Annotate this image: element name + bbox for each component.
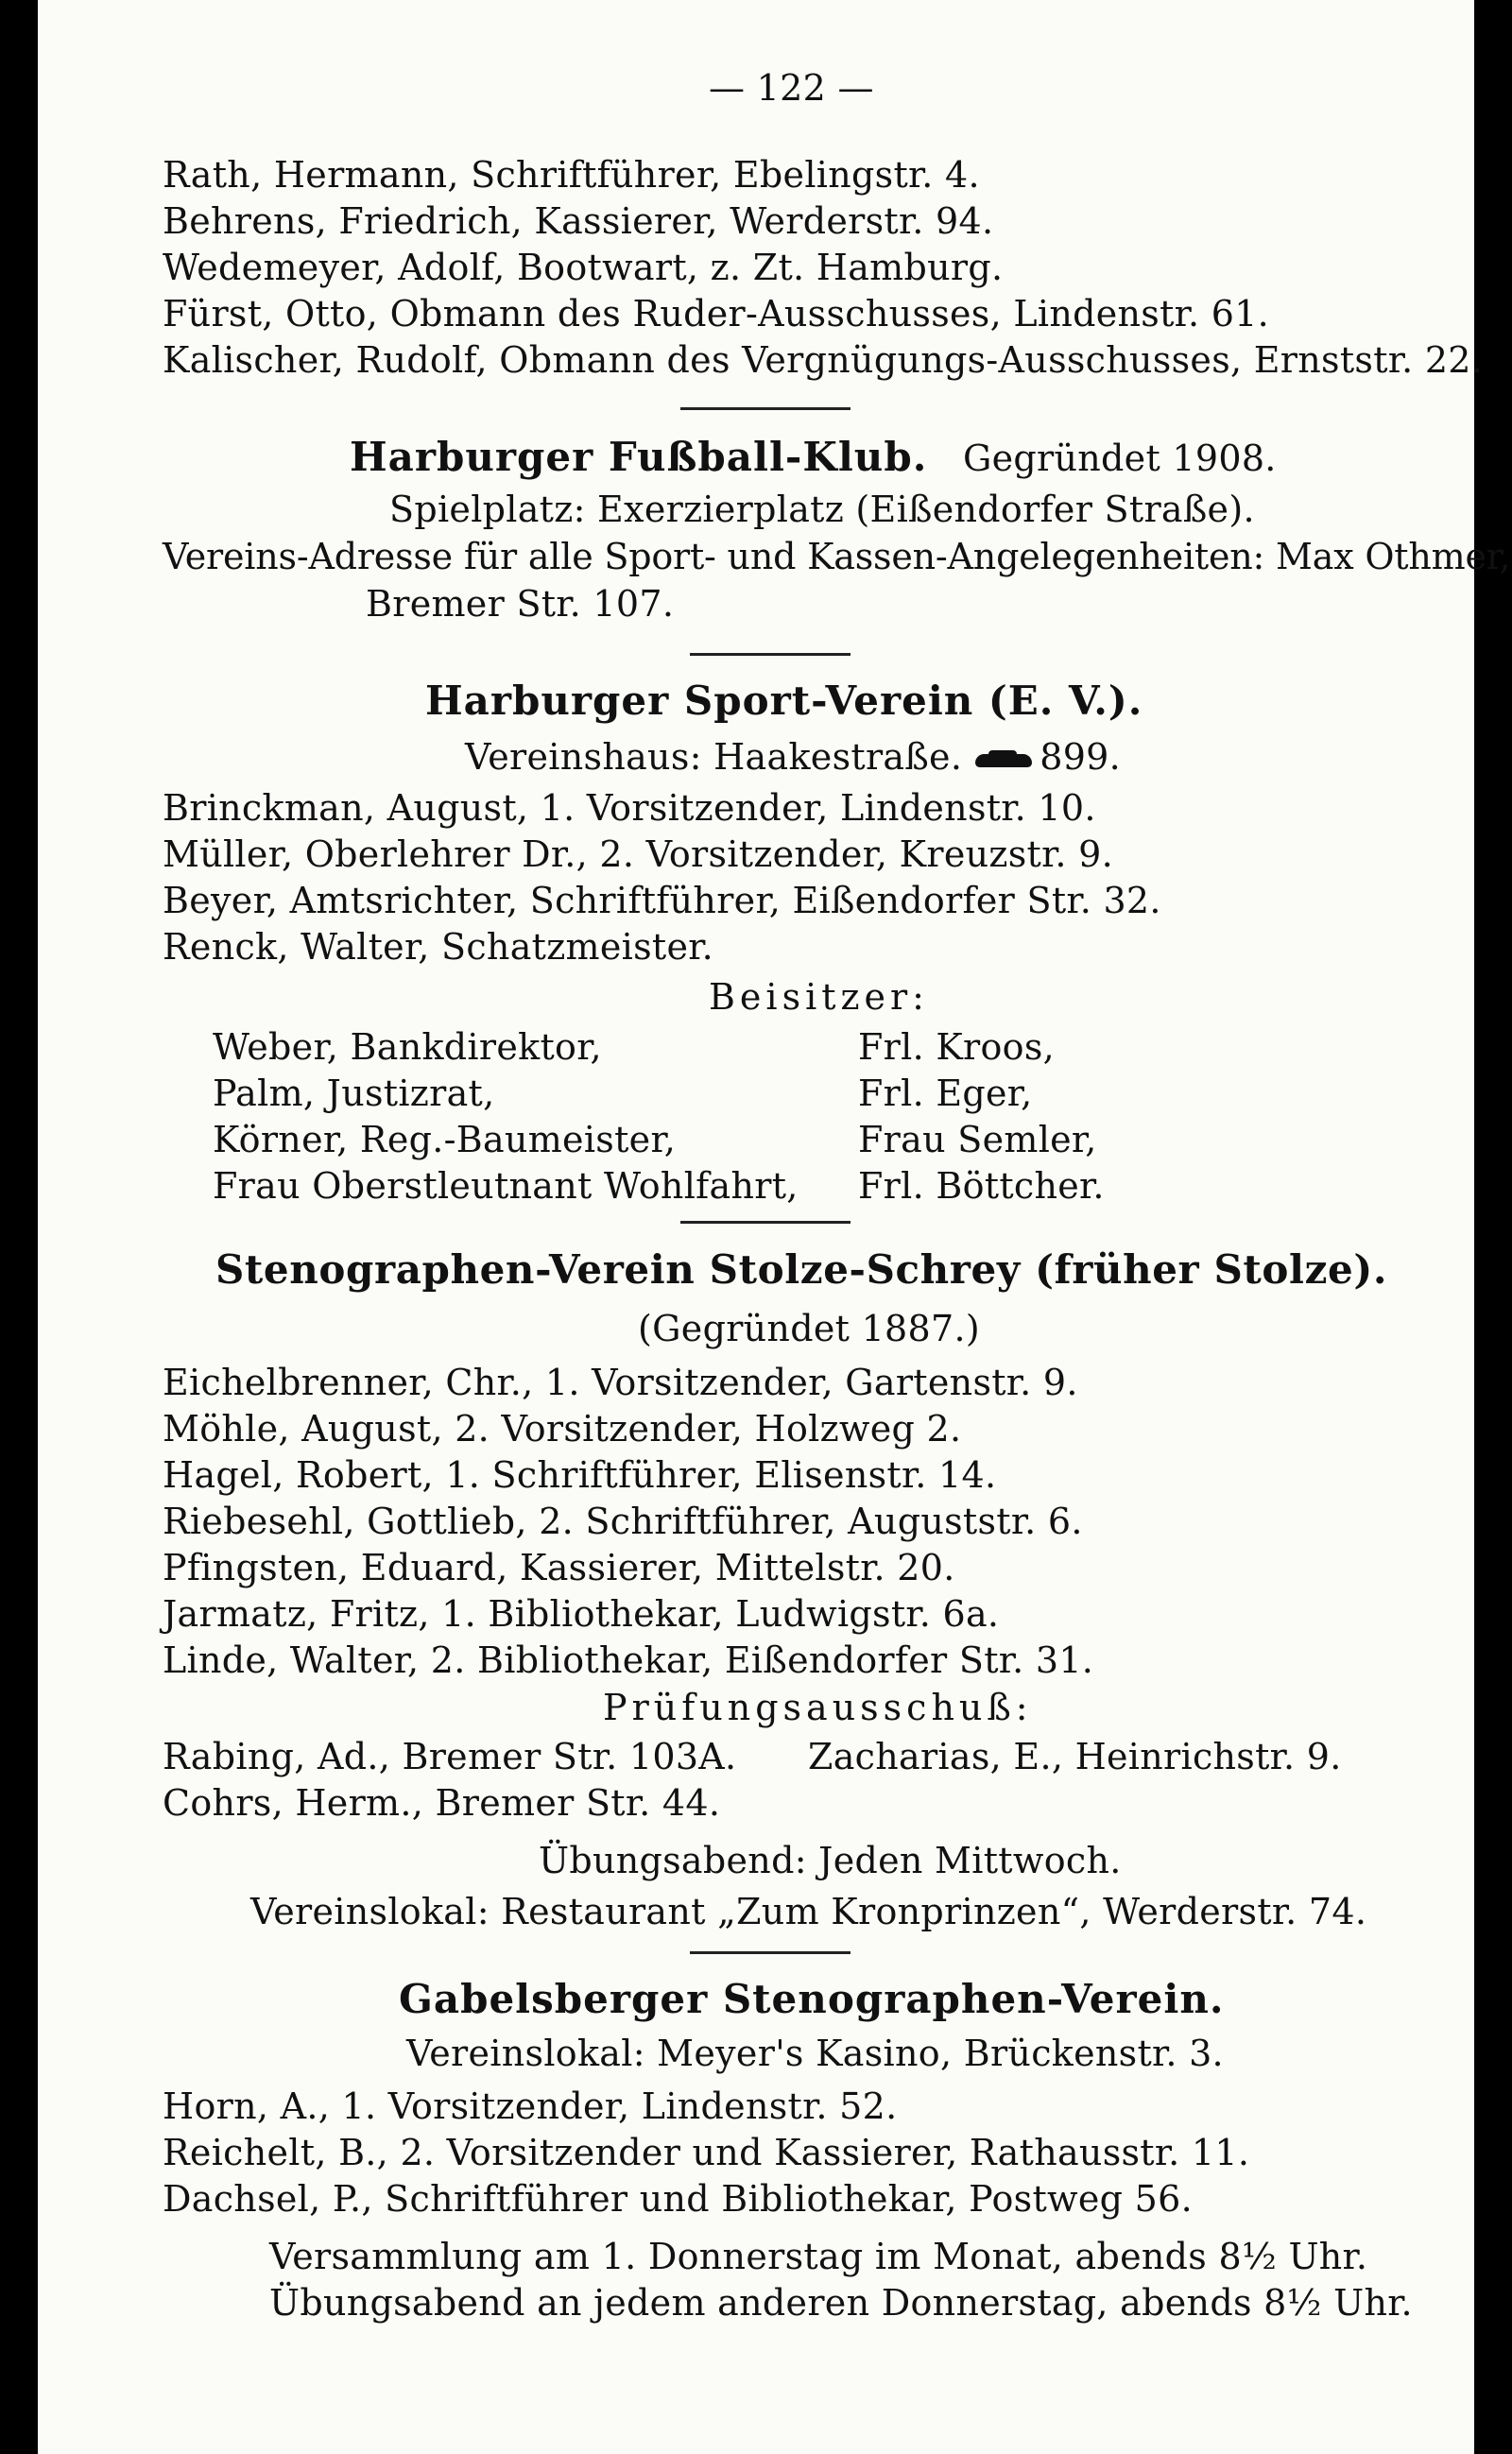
text-line: Bremer Str. 107. bbox=[366, 583, 675, 625]
club-house-line bbox=[465, 735, 1121, 779]
text-line: Möhle, August, 2. Vorsitzender, Holzweg 2. bbox=[163, 1408, 962, 1450]
page-number: — 122 — bbox=[709, 67, 874, 109]
text-line: Fürst, Otto, Obmann des Ruder-Ausschusses, Lindenstr. 61. bbox=[163, 293, 1270, 335]
text-line: Vereins-Adresse für alle Sport- und Kassen-Angelegenheiten: Max Othmer, bbox=[163, 536, 1511, 577]
text-line: Hagel, Robert, 1. Schriftführer, Elisenstr. 14. bbox=[163, 1454, 997, 1496]
text-line: Rath, Hermann, Schriftführer, Ebelingstr. 4. bbox=[163, 154, 980, 196]
text-line: Müller, Oberlehrer Dr., 2. Vorsitzender, Kreuzstr. 9. bbox=[163, 833, 1113, 875]
text-line: Beyer, Amtsrichter, Schriftführer, Eißendorfer Str. 32. bbox=[163, 880, 1161, 921]
subheading: Beisitzer: bbox=[709, 976, 929, 1018]
assessor-left: Palm, Justizrat, bbox=[213, 1073, 495, 1114]
text-line: Horn, A., 1. Vorsitzender, Lindenstr. 52. bbox=[163, 2085, 898, 2127]
telephone-icon bbox=[975, 750, 1032, 771]
phone-number: 899. bbox=[1040, 736, 1122, 778]
founded-text: (Gegründet 1887.) bbox=[638, 1308, 980, 1349]
text-line: Reichelt, B., 2. Vorsitzender und Kassierer, Rathausstr. 11. bbox=[163, 2132, 1250, 2173]
assessor-left: Körner, Reg.-Baumeister, bbox=[213, 1119, 677, 1160]
club-title: Harburger Sport-Verein (E. V.). bbox=[425, 678, 1143, 724]
assessor-right: Frl. Eger, bbox=[858, 1073, 1033, 1114]
text-line: Jarmatz, Fritz, 1. Bibliothekar, Ludwigstr. 6a. bbox=[163, 1593, 1000, 1635]
text-line: Brinckman, August, 1. Vorsitzender, Lindenstr. 10. bbox=[163, 787, 1096, 829]
assessor-left: Weber, Bankdirektor, bbox=[213, 1026, 602, 1068]
founded-text: Gegründet 1908. bbox=[962, 438, 1277, 479]
practice-text: Übungsabend: Jeden Mittwoch. bbox=[539, 1840, 1122, 1881]
meeting-text: Versammlung am 1. Donnerstag im Monat, abends 8½ Uhr. bbox=[269, 2236, 1368, 2277]
text-line: Zacharias, E., Heinrichstr. 9. bbox=[808, 1736, 1342, 1777]
text-line: Pfingsten, Eduard, Kassierer, Mittelstr. 20. bbox=[163, 1547, 955, 1588]
text-line: Riebesehl, Gottlieb, 2. Schriftführer, Auguststr. 6. bbox=[163, 1501, 1083, 1542]
club-house-text: Vereinshaus: Haakestraße. bbox=[465, 736, 963, 778]
section-divider bbox=[690, 1951, 850, 1954]
text-line: Dachsel, P., Schriftführer und Bibliothekar, Postweg 56. bbox=[163, 2178, 1193, 2220]
club-title: Stenographen-Verein Stolze-Schrey (früher Stolze). bbox=[215, 1246, 1388, 1293]
text-line: Cohrs, Herm., Bremer Str. 44. bbox=[163, 1782, 721, 1824]
assessor-right: Frl. Böttcher. bbox=[858, 1165, 1105, 1207]
text-line: Rabing, Ad., Bremer Str. 103A. bbox=[163, 1736, 737, 1777]
venue-text: Vereinslokal: Restaurant „Zum Kronprinzen“, Werderstr. 74. bbox=[250, 1891, 1367, 1932]
assessor-right: Frau Semler, bbox=[858, 1119, 1097, 1160]
text-line: Spielplatz: Exerzierplatz (Eißendorfer Straße). bbox=[389, 489, 1255, 530]
text-line: Linde, Walter, 2. Bibliothekar, Eißendorfer Str. 31. bbox=[163, 1639, 1094, 1681]
text-line: Behrens, Friedrich, Kassierer, Werderstr. 94. bbox=[163, 200, 994, 242]
section-divider bbox=[690, 653, 850, 656]
club-title: Gabelsberger Stenographen-Verein. bbox=[399, 1976, 1225, 2022]
club-heading bbox=[350, 433, 1277, 483]
text-line: Kalischer, Rudolf, Obmann des Vergnügungs-Ausschusses, Ernststr. 22. bbox=[163, 339, 1484, 381]
practice-text: Übungsabend an jedem anderen Donnerstag, abends 8½ Uhr. bbox=[269, 2282, 1413, 2324]
text-line: Renck, Walter, Schatzmeister. bbox=[163, 926, 713, 968]
text-line: Eichelbrenner, Chr., 1. Vorsitzender, Gartenstr. 9. bbox=[163, 1362, 1078, 1403]
subheading: Prüfungsausschuß: bbox=[603, 1687, 1033, 1728]
venue-text: Vereinslokal: Meyer's Kasino, Brückenstr. 3. bbox=[406, 2033, 1224, 2074]
section-divider bbox=[680, 407, 850, 410]
text-line: Wedemeyer, Adolf, Bootwart, z. Zt. Hamburg. bbox=[163, 247, 1004, 288]
assessor-left: Frau Oberstleutnant Wohlfahrt, bbox=[213, 1165, 799, 1207]
assessor-right: Frl. Kroos, bbox=[858, 1026, 1056, 1068]
club-title: Harburger Fußball-Klub. bbox=[350, 434, 928, 480]
book-page bbox=[38, 0, 1511, 2454]
section-divider bbox=[680, 1221, 850, 1224]
